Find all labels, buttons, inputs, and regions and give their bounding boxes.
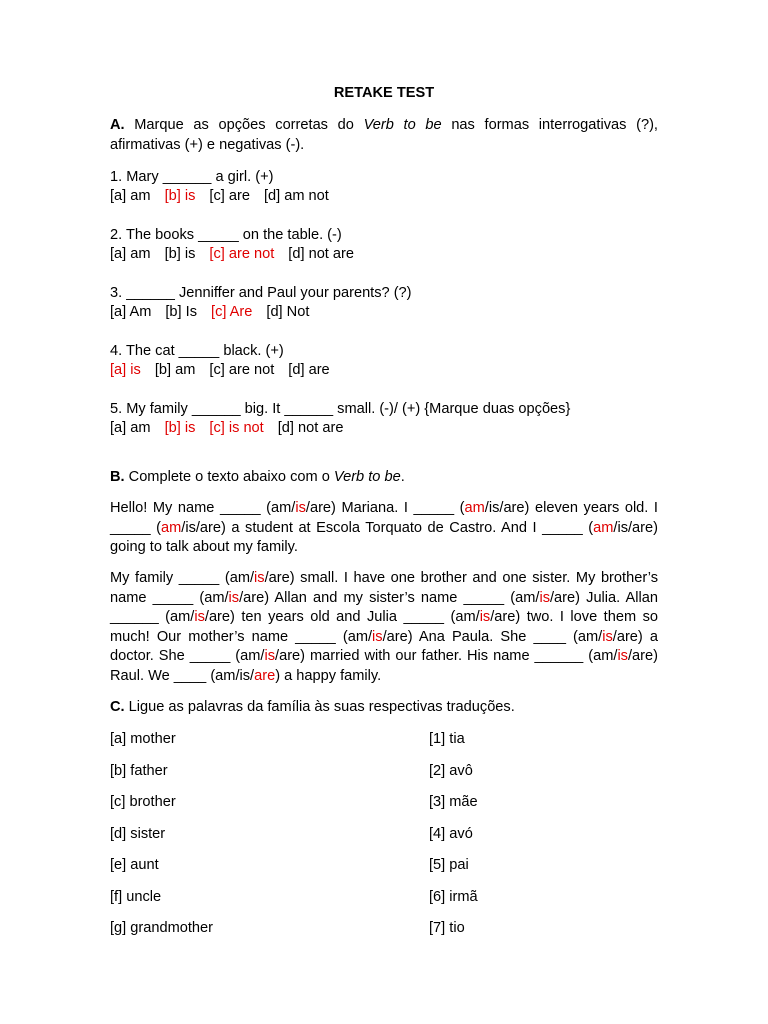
paragraph-text: /are) Ana Paula. She ____ (am/ (382, 628, 603, 645)
section-a-instruction-post: nas formas interrogativas (?), afirmativas (+) e negativas (-). (110, 117, 658, 153)
section-b-paragraph-1 (110, 499, 658, 558)
paragraph-text: ) a happy family. (275, 667, 382, 684)
section-b-paragraph-2 (110, 569, 658, 686)
section-b-instruction-italic: Verb to be (333, 469, 401, 485)
answer-highlight: am (464, 500, 485, 516)
section-a-instruction-pre: Marque as opções corretas do (124, 117, 364, 133)
section-c-label: C. (110, 699, 125, 715)
question-5-option-3-correct[interactable]: [c] is not (209, 420, 264, 436)
translation-word[interactable]: [7] tio (429, 920, 465, 936)
question-5-option-1[interactable]: [a] am (110, 420, 151, 436)
question-4-option-2[interactable]: [b] am (154, 362, 196, 378)
paragraph-text: Hello! My name _____ (am/ (110, 500, 296, 516)
question-5-text: 5. My family ______ big. It ______ small. (-)/ (+) {Marque duas opções} (110, 401, 571, 417)
family-word[interactable]: [b] father (110, 762, 168, 779)
paragraph-text: /is/are) eleven years old. I _____ ( (110, 500, 658, 536)
answer-highlight: is (228, 589, 240, 606)
paragraph-text: /are) ten years old and Julia _____ (am/ (204, 609, 480, 625)
section-c-instruction (110, 698, 515, 718)
page-title: RETAKE TEST (333, 85, 435, 101)
section-c-instruction-text: Ligue as palavras da família às suas respectivas traduções. (124, 699, 515, 715)
question-3-option-1[interactable]: [a] Am (110, 304, 152, 320)
question-4-option-3[interactable]: [c] are not (209, 362, 275, 378)
section-b-label: B. (110, 469, 125, 485)
paragraph-text: /are) married with our father. His name ______ (am/ (275, 648, 618, 664)
paragraph-text: /are) two. I love them so much! Our mother’s name _____ (am/ (110, 609, 658, 645)
family-word[interactable]: [d] sister (110, 825, 166, 842)
question-3-option-4[interactable]: [d] Not (266, 304, 310, 320)
question-5-option-2-correct[interactable]: [b] is (164, 420, 196, 436)
section-b-instruction-post: . (400, 469, 405, 485)
question-3-option-3-correct[interactable]: [c] Are (211, 304, 253, 320)
paragraph-text: /are) Allan and my sister’s name _____ (am/ (239, 589, 540, 606)
paragraph-text: /are) small. I have one brother and one sister. My brother’s name _____ (am/ (110, 570, 659, 606)
question-2-options (110, 245, 368, 265)
answer-highlight: is (264, 648, 276, 664)
answer-highlight: is (617, 648, 628, 664)
paragraph-text: /are) a doctor. She _____ (am/ (110, 628, 658, 664)
answer-highlight: is (539, 589, 550, 606)
question-2-option-4[interactable]: [d] not are (288, 246, 355, 262)
answer-highlight: am (593, 519, 614, 536)
translation-word[interactable]: [1] tia (429, 731, 465, 747)
question-4-option-1-correct[interactable]: [a] is (110, 362, 141, 378)
family-word[interactable]: [e] aunt (110, 857, 159, 873)
question-2-option-3-correct[interactable]: [c] are not (209, 246, 275, 262)
question-1-options (110, 187, 343, 207)
translation-word[interactable]: [6] irmã (429, 888, 478, 905)
section-b-instruction-pre: Complete o texto abaixo com o (124, 469, 334, 485)
answer-highlight: is (295, 500, 306, 516)
family-word[interactable]: [f] uncle (110, 888, 162, 905)
answer-highlight: is (254, 570, 265, 586)
section-a-instruction (110, 116, 658, 155)
family-word[interactable]: [c] brother (110, 794, 176, 810)
answer-highlight: are (254, 667, 276, 684)
paragraph-text: /are) Julia. Allan ______ (am/ (110, 589, 658, 625)
family-word[interactable]: [a] mother (110, 731, 176, 747)
question-1-option-2-correct[interactable]: [b] is (164, 188, 196, 204)
question-5-options (110, 419, 357, 439)
question-3-options (110, 303, 323, 323)
translation-word[interactable]: [3] mãe (429, 794, 478, 810)
translation-word[interactable]: [4] avó (429, 825, 473, 842)
question-4-options (110, 361, 344, 381)
question-1-option-4[interactable]: [d] am not (263, 188, 329, 204)
question-4-text: 4. The cat _____ black. (+) (110, 343, 284, 359)
family-word[interactable]: [g] grandmother (110, 920, 214, 936)
paragraph-text: /are) Mariana. I _____ ( (305, 500, 465, 516)
section-b-instruction (110, 468, 405, 488)
answer-highlight: am (160, 519, 182, 536)
question-2-option-2[interactable]: [b] is (164, 246, 196, 262)
answer-highlight: is (372, 628, 383, 645)
paragraph-text: My family _____ (am/ (110, 570, 255, 586)
question-4-option-4[interactable]: [d] are (288, 362, 330, 378)
question-1-text: 1. Mary ______ a girl. (+) (110, 169, 274, 185)
paragraph-text: /are) Raul. We ____ (am/is/ (110, 648, 658, 684)
translation-word[interactable]: [5] pai (429, 857, 469, 873)
question-1-option-1[interactable]: [a] am (110, 188, 151, 204)
question-2-text: 2. The books _____ on the table. (-) (110, 227, 342, 243)
answer-highlight: is (194, 609, 205, 625)
paragraph-text: /is/are) a student at Escola Torquato de Castro. And I _____ ( (181, 519, 594, 536)
question-2-option-1[interactable]: [a] am (110, 246, 151, 262)
paragraph-text: /is/are) going to talk about my family. (110, 519, 659, 555)
answer-highlight: is (602, 628, 613, 645)
question-3-option-2[interactable]: [b] Is (165, 304, 198, 320)
question-3-text: 3. ______ Jenniffer and Paul your parents? (?) (110, 285, 412, 301)
section-a-instruction-italic: Verb to be (363, 117, 442, 133)
answer-highlight: is (479, 609, 491, 625)
translation-word[interactable]: [2] avô (429, 762, 473, 779)
question-1-option-3[interactable]: [c] are (209, 188, 250, 204)
section-a-label: A. (110, 117, 125, 133)
question-5-option-4[interactable]: [d] not are (277, 420, 344, 436)
